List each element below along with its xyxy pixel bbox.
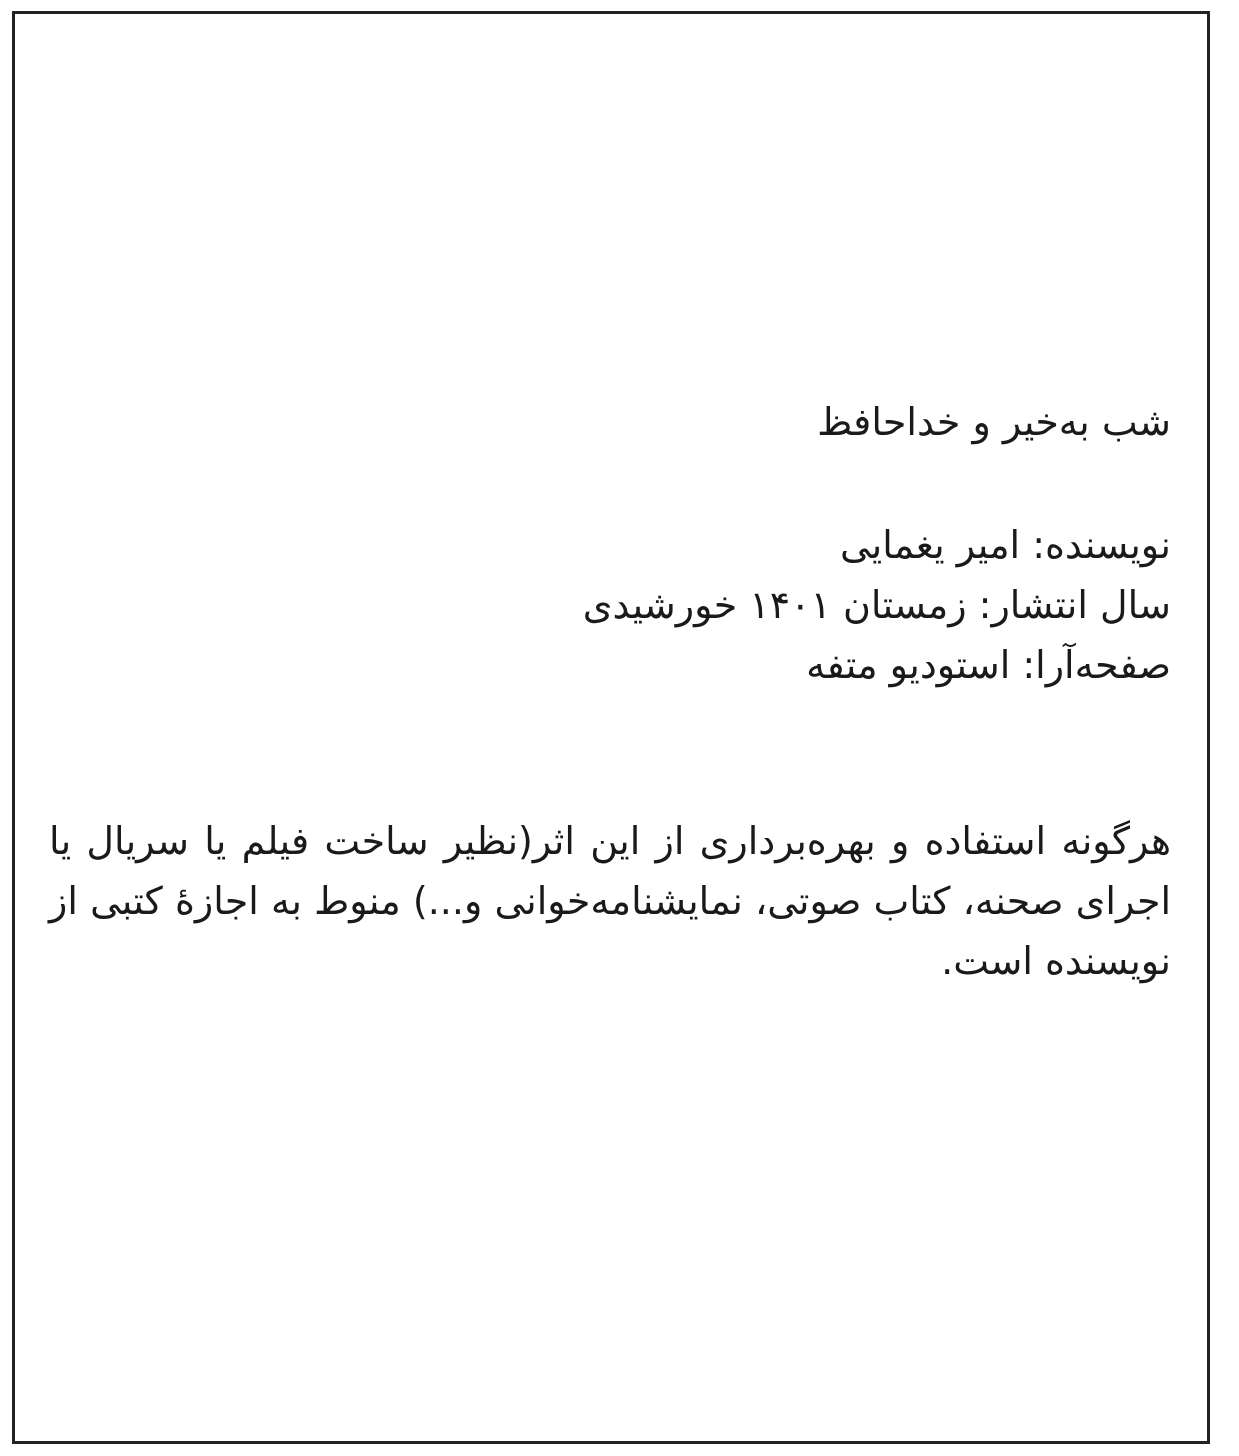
credits	[583, 515, 1171, 695]
publication-year-line: سال انتشار: زمستان ۱۴۰۱ خورشیدی	[582, 583, 1171, 627]
copyright-notice: هرگونه استفاده و بهره‌برداری از این اثر(نظیر ساخت فیلم یا سریال یا اجرای صحنه، کتاب صوتی، نمایشنامه‌خوانی و...) منوط به اجازهٔ کتبی از نویسنده است.	[49, 819, 1171, 983]
author-line: نویسنده: امیر یغمایی	[839, 523, 1171, 567]
book-title: شب به‌خیر و خداحافظ	[817, 400, 1171, 444]
page-frame	[12, 11, 1210, 1444]
layout-designer-line: صفحه‌آرا: استودیو متفه	[806, 643, 1171, 687]
